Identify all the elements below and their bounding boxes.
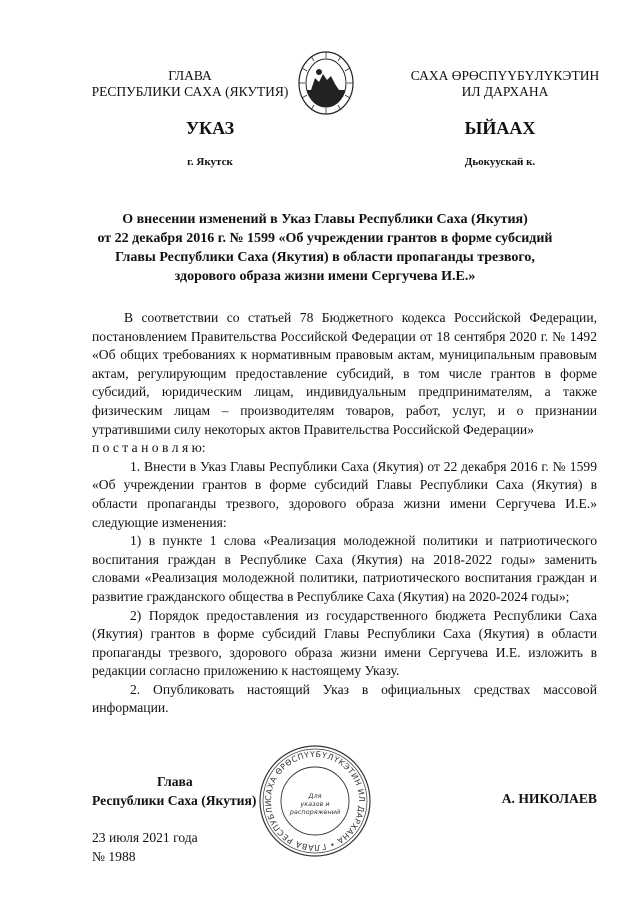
title-line-4: здорового образа жизни имени Сергучева И.Е.» xyxy=(174,269,476,284)
header-right-title xyxy=(390,68,620,100)
signature-position-line2: Республики Саха (Якутия) xyxy=(92,793,257,808)
decree-number: № 1988 xyxy=(92,849,136,864)
doc-type-right: ЫЙААХ xyxy=(464,118,536,138)
title-line-2: от 22 декабря 2016 г. № 1599 «Об учреждении грантов в форме субсидий xyxy=(97,231,553,246)
svg-text:указов и: указов и xyxy=(300,800,330,808)
city-right: Дьокуускай к. xyxy=(464,156,536,168)
item-2-paragraph: 2. Опубликовать настоящий Указ в официальных средствах массовой информации. xyxy=(92,681,597,716)
document-footer xyxy=(92,828,342,866)
svg-text:распоряжений: распоряжений xyxy=(289,808,341,816)
item-1-paragraph: 1. Внести в Указ Главы Республики Саха (Якутия) от 22 декабря 2016 г. № 1599 «Об учреждении грантов в форме субсидий Главы Республики Саха (Якутия) в области пропаганды трезвого, здорового образа жизни имени Сергучева И.Е.» следующие изменения: xyxy=(92,458,597,530)
header-right-line2: ИЛ ДАРХАНА xyxy=(461,84,549,99)
decree-date: 23 июля 2021 года xyxy=(92,830,198,845)
decree-word: п о с т а н о в л я ю: xyxy=(92,440,206,456)
city-left: г. Якутск xyxy=(187,156,233,168)
document-title xyxy=(60,210,590,286)
document-body xyxy=(92,309,597,718)
title-line-1: О внесении изменений в Указ Главы Республики Саха (Якутия) xyxy=(122,212,528,227)
item-1-subitem-1: 1) в пункте 1 слова «Реализация молодежной политики и патриотического воспитания граждан в Республике Саха (Якутия) на 2018-2022 годы» заменить словами «Реализация молодежной политики, патриотического воспитания граждан и развитие гражданского общества в Республике Саха (Якутия) на 2020-2024 годы»; xyxy=(92,533,597,604)
title-line-3: Главы Республики Саха (Якутия) в области пропаганды трезвого, xyxy=(115,250,535,265)
svg-text:Для: Для xyxy=(308,792,322,800)
header-left-line2: РЕСПУБЛИКИ САХА (ЯКУТИЯ) xyxy=(91,84,289,99)
coat-of-arms-emblem xyxy=(297,50,355,116)
doc-type-left: УКАЗ xyxy=(185,118,235,138)
item-1-subitem-2: 2) Порядок предоставления из государственного бюджета Республики Саха (Якутия) грантов в форме субсидий Главы Республики Саха (Якутия) в области пропаганды трезвого, здорового образа жизни имени Сергучева И.Е. изложить в редакции согласно приложению к настоящему Указу. xyxy=(92,607,597,679)
header-left-title xyxy=(70,68,310,100)
preamble-paragraph: В соответствии со статьей 78 Бюджетного кодекса Российской Федерации, постановлением Правительства Российской Федерации от 18 сентября 2020 г. № 1492 «Об общих требованиях к нормативным правовым актам, муниципальным правовым актам, регулирующим предоставление субсидий, в том числе грантов в форме субсидий, юридическим лицам, индивидуальным предпринимателям, а также физическим лицам – производителям товаров, работ, услуг, и о признании утратившими силу некоторых актов Правительства Российской Федерации» xyxy=(92,310,597,437)
header-left-line1: ГЛАВА xyxy=(168,68,212,83)
signature-position-line1: Глава xyxy=(157,774,193,789)
seal-ring-text: САХА ӨРӨСПҮҮБҮЛҮКЭТИН ИЛ ДАРХАНА • ГЛАВА РЕСПУБЛИ xyxy=(263,749,367,853)
signatory-name: А. НИКОЛАЕВ xyxy=(501,791,597,806)
header-right-line1: САХА ӨРӨСПҮҮБҮЛҮКЭТИН xyxy=(410,68,600,83)
